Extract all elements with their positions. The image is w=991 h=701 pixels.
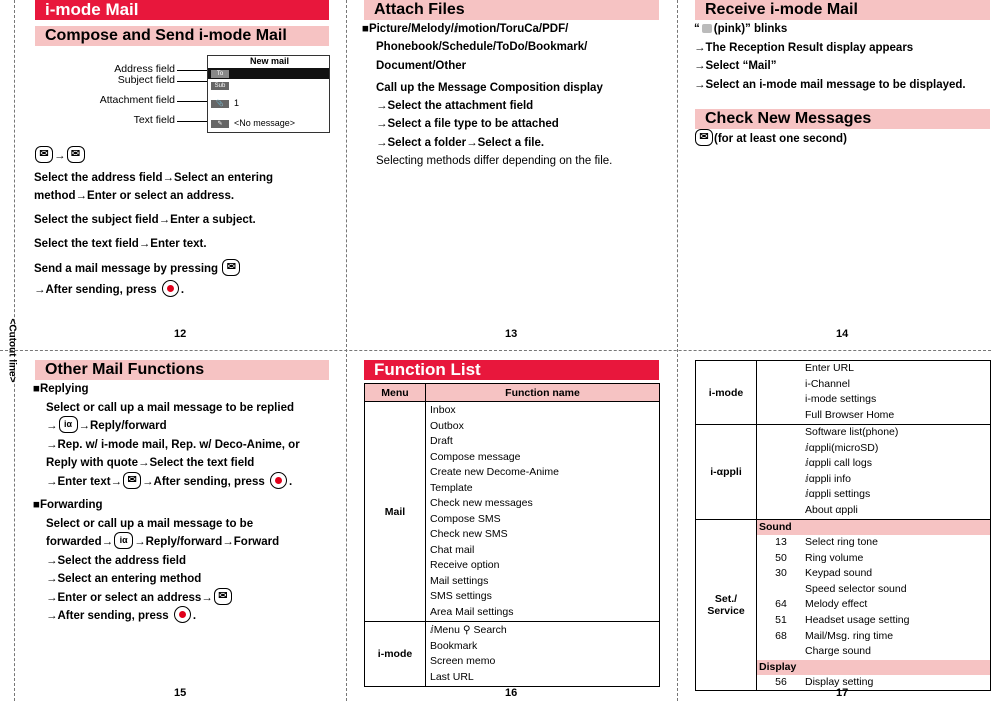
attach-line-4: Call up the Message Composition display: [376, 82, 603, 94]
page-number-14: 14: [836, 328, 849, 340]
check-line: [694, 130, 847, 149]
attach-types-a: ■Picture/Melody/: [362, 23, 454, 35]
list-item: Compose SMS: [430, 512, 501, 525]
table-row-imode: [365, 622, 660, 687]
forward-line-2: [46, 533, 279, 552]
reply-line-5: →Enter text→✉ →After sending, press .: [46, 473, 292, 492]
list-item: Create new Decome-Anime: [430, 466, 559, 478]
mail-key-icon: [695, 129, 713, 146]
list-item: Check new SMS: [430, 528, 508, 540]
leader-line: [177, 101, 209, 102]
step-address-1: Select the address field→Select an entering: [34, 172, 274, 184]
attach-line-2: Phonebook/Schedule/ToDo/Bookmark/: [376, 41, 588, 53]
attach-note: Selecting methods differ depending on the file.: [376, 155, 613, 167]
row-number: 56: [775, 675, 787, 688]
imode-key-icon: iα: [59, 416, 78, 433]
sound-header: Sound: [757, 520, 990, 535]
table-row: [757, 535, 990, 551]
list-item: About αppli: [805, 503, 858, 516]
category-iappli: i-αppli: [696, 425, 757, 520]
attach-line-5: →Select the attachment field: [376, 100, 534, 112]
ok-button-icon: [174, 606, 191, 623]
mail-key-icon: [214, 588, 232, 605]
forward-line-4: →Select an entering method: [46, 573, 202, 585]
screen-att-count: 1: [234, 98, 240, 108]
list-item: [757, 441, 990, 457]
imode-i-icon: ⅈ: [453, 23, 458, 35]
list-item: Chat mail: [430, 543, 475, 556]
list-item: Draft: [430, 435, 453, 447]
iappli-items: [757, 425, 991, 520]
screen-text-row: [208, 118, 329, 129]
imode-i-icon: ⅈ: [805, 441, 809, 454]
iappli-item-text: αppli call logs: [808, 457, 872, 469]
step-subject: Select the subject field→Enter a subject.: [34, 214, 256, 226]
mail-indicator-icon: [702, 24, 712, 33]
page-number-13: 13: [505, 328, 518, 340]
imode-items: [757, 361, 991, 425]
reply-line-3: →Rep. w/ i-mode mail, Rep. w/ Deco-Anime, or: [46, 439, 300, 451]
leader-line: [177, 70, 209, 71]
list-item: Last URL: [430, 670, 474, 683]
clip-icon: 📎: [211, 100, 229, 108]
list-item: Receive option: [430, 559, 500, 571]
enter-text: →Enter text→: [46, 476, 123, 488]
table-row: [757, 629, 990, 645]
table-row: [757, 675, 990, 691]
col-menu: Menu: [365, 384, 426, 402]
subtitle-receive-mail: Receive i-mode Mail: [695, 0, 990, 20]
callout-address: Address field: [114, 63, 175, 75]
step-send-2: →After sending, press .: [34, 281, 184, 300]
after-sending-text: →After sending, press: [142, 476, 265, 488]
cutout-line-label: <Cutout line>: [6, 318, 18, 383]
step-send-text: Send a mail message by pressing: [34, 263, 219, 275]
after-sending-text: →After sending, press: [46, 610, 169, 622]
row-number: [757, 582, 805, 598]
screen-title: New mail: [208, 56, 329, 67]
callout-subject: Subject field: [117, 74, 175, 86]
settings-label-2: Service: [707, 605, 745, 618]
screen-subject-row: [208, 80, 329, 91]
list-item: Area Mail settings: [430, 605, 514, 618]
row-text: Mail/Msg. ring time: [805, 629, 894, 642]
attach-types-b: motion/ToruCa/PDF/: [458, 23, 569, 35]
screen-to-tag: To: [211, 70, 229, 78]
category-settings: [696, 520, 757, 691]
row-text: Melody effect: [805, 598, 868, 611]
subtitle-attach-files: Attach Files: [364, 0, 659, 20]
row-text: Headset usage setting: [805, 613, 910, 626]
list-item: Template: [430, 481, 473, 494]
callout-attachment: Attachment field: [99, 94, 175, 106]
receive-line-2: →The Reception Result display appears: [694, 42, 914, 54]
row-text: Select ring tone: [805, 536, 878, 548]
check-duration: (for at least one second): [714, 133, 847, 145]
screen-msg: <No message>: [234, 118, 296, 128]
imode-i-icon: ⅈ: [805, 457, 809, 469]
list-item: Inbox: [430, 404, 456, 416]
table-row: [757, 597, 990, 613]
screen-to-row: [208, 68, 329, 79]
row-number: 30: [775, 567, 787, 580]
function-list-table-17: [695, 360, 991, 691]
list-item: Screen memo: [430, 655, 496, 667]
step-send-1: [34, 260, 241, 279]
imode-i-icon: ⅈ: [805, 472, 809, 485]
list-item: Mail settings: [430, 574, 489, 587]
subtitle-other-mail: Other Mail Functions: [35, 360, 329, 380]
menu-search-text: Menu ⚲ Search: [433, 624, 507, 636]
iappli-item-text: αppli settings: [808, 488, 871, 500]
attach-line-3: Document/Other: [376, 60, 467, 72]
callout-text: Text field: [133, 114, 175, 126]
row-number: 64: [775, 598, 787, 611]
row-number: [757, 644, 805, 660]
reply-forward-forward: →Reply/forward→Forward: [134, 536, 280, 548]
step-address-2: method→Enter or select an address.: [34, 190, 235, 202]
iappli-item-text: αppli info: [808, 472, 851, 485]
row-number: 68: [775, 629, 787, 642]
ok-button-icon: [270, 472, 287, 489]
mail-key-icon: [67, 146, 85, 163]
enter-address-text: →Enter or select an address→: [46, 592, 213, 604]
category-imode: i-mode: [365, 622, 426, 687]
row-text: Speed selector sound: [805, 582, 907, 595]
receive-line-1: [694, 20, 787, 39]
reply-line-2: → iα →Reply/forward: [46, 417, 167, 436]
mail-items: [426, 402, 660, 622]
reply-line-4: Reply with quote→Select the text field: [46, 457, 255, 469]
list-item: Software list(phone): [805, 426, 899, 438]
subtitle-compose-send: Compose and Send i-mode Mail: [35, 26, 329, 46]
row-text: Charge sound: [805, 645, 871, 658]
list-item: Bookmark: [430, 639, 478, 652]
receive-line-3: →Select “Mail”: [694, 60, 777, 72]
iappli-item-text: αppli(microSD): [808, 441, 879, 454]
attach-line-6: →Select a file type to be attached: [376, 118, 559, 130]
table-row: [757, 613, 990, 629]
page-number-17: 17: [836, 687, 849, 699]
settings-items: [757, 520, 991, 691]
list-item: Enter URL: [805, 362, 855, 374]
section-bar-function-list: Function List: [364, 360, 659, 380]
category-imode: i-mode: [696, 361, 757, 425]
section-bar-imode-mail: i-mode Mail: [35, 0, 329, 20]
imode-key-icon: iα: [114, 532, 133, 549]
forwarding-heading: ■Forwarding: [33, 499, 103, 511]
table-row: [757, 566, 990, 582]
leader-line: [177, 81, 209, 82]
mail-key-icon: [123, 472, 141, 489]
row-text: Keypad sound: [805, 567, 873, 580]
table-row-imode: [696, 361, 991, 425]
settings-label-1: Set./: [714, 593, 738, 606]
display-header: Display: [757, 660, 990, 675]
row-number: 51: [775, 613, 787, 626]
table-header: [365, 384, 660, 402]
forward-line-5: [46, 589, 233, 608]
list-item: Compose message: [430, 450, 521, 463]
forwarded-text: forwarded→: [46, 536, 114, 548]
step-text: Select the text field→Enter text.: [34, 238, 207, 250]
imode-items: [426, 622, 660, 687]
row-number: 50: [775, 551, 787, 564]
quote-open: “: [694, 23, 700, 35]
table-row-iappli: [696, 425, 991, 520]
attach-line-1: [362, 20, 568, 39]
table-row-mail: [365, 402, 660, 622]
row-text: Ring volume: [805, 551, 864, 564]
reply-line-1: Select or call up a mail message to be replied: [46, 402, 294, 414]
list-item: SMS settings: [430, 590, 492, 602]
list-item: i-mode settings: [805, 393, 877, 405]
list-item: Outbox: [430, 419, 464, 432]
list-item: Check new messages: [430, 497, 533, 509]
imode-i-icon: ⅈ: [805, 488, 809, 500]
row-text: Display setting: [805, 675, 874, 688]
ok-button-icon: [162, 280, 179, 297]
reply-forward-text: →Reply/forward: [78, 420, 167, 432]
page-number-16: 16: [505, 687, 518, 699]
forward-line-3: →Select the address field: [46, 555, 186, 567]
page-number-12: 12: [174, 328, 187, 340]
page-number-15: 15: [174, 687, 187, 699]
table-row-settings: [696, 520, 991, 691]
forward-line-6: →After sending, press .: [46, 607, 196, 626]
col-function-name: Function name: [426, 384, 660, 402]
replying-heading: ■Replying: [33, 383, 89, 395]
list-item: Full Browser Home: [805, 408, 895, 421]
imode-i-icon: ⅈ: [430, 624, 434, 636]
table-row: [757, 582, 990, 598]
list-item: [757, 456, 990, 472]
receive-line-4: →Select an i-mode mail message to be displayed.: [694, 79, 966, 91]
list-item: [426, 623, 659, 639]
forward-line-1: Select or call up a mail message to be: [46, 518, 254, 530]
table-row: [757, 644, 990, 660]
leader-line: [177, 121, 209, 122]
phone-screen-illustration: [207, 55, 330, 133]
list-item: [757, 472, 990, 488]
list-item: [757, 487, 990, 503]
attach-line-7: →Select a folder→Select a file.: [376, 137, 545, 149]
mail-key-icon: [222, 259, 240, 276]
receive-blinks-text: (pink)” blinks: [713, 23, 788, 35]
cutout-guide-horizontal: [0, 350, 991, 351]
screen-attachment-row: [208, 98, 329, 109]
row-number: 13: [775, 536, 787, 548]
mail-key-icon: [35, 146, 53, 163]
step-after-text: →After sending, press: [34, 284, 157, 296]
function-list-table-16: [364, 383, 660, 687]
text-icon: ✎: [211, 120, 229, 128]
table-row: [757, 551, 990, 567]
step-open-compose: ✉→✉: [34, 147, 86, 166]
category-mail: Mail: [365, 402, 426, 622]
list-item: i-Channel: [805, 377, 850, 390]
screen-sub-tag: Sub: [211, 82, 229, 90]
subtitle-check-new: Check New Messages: [695, 109, 990, 129]
